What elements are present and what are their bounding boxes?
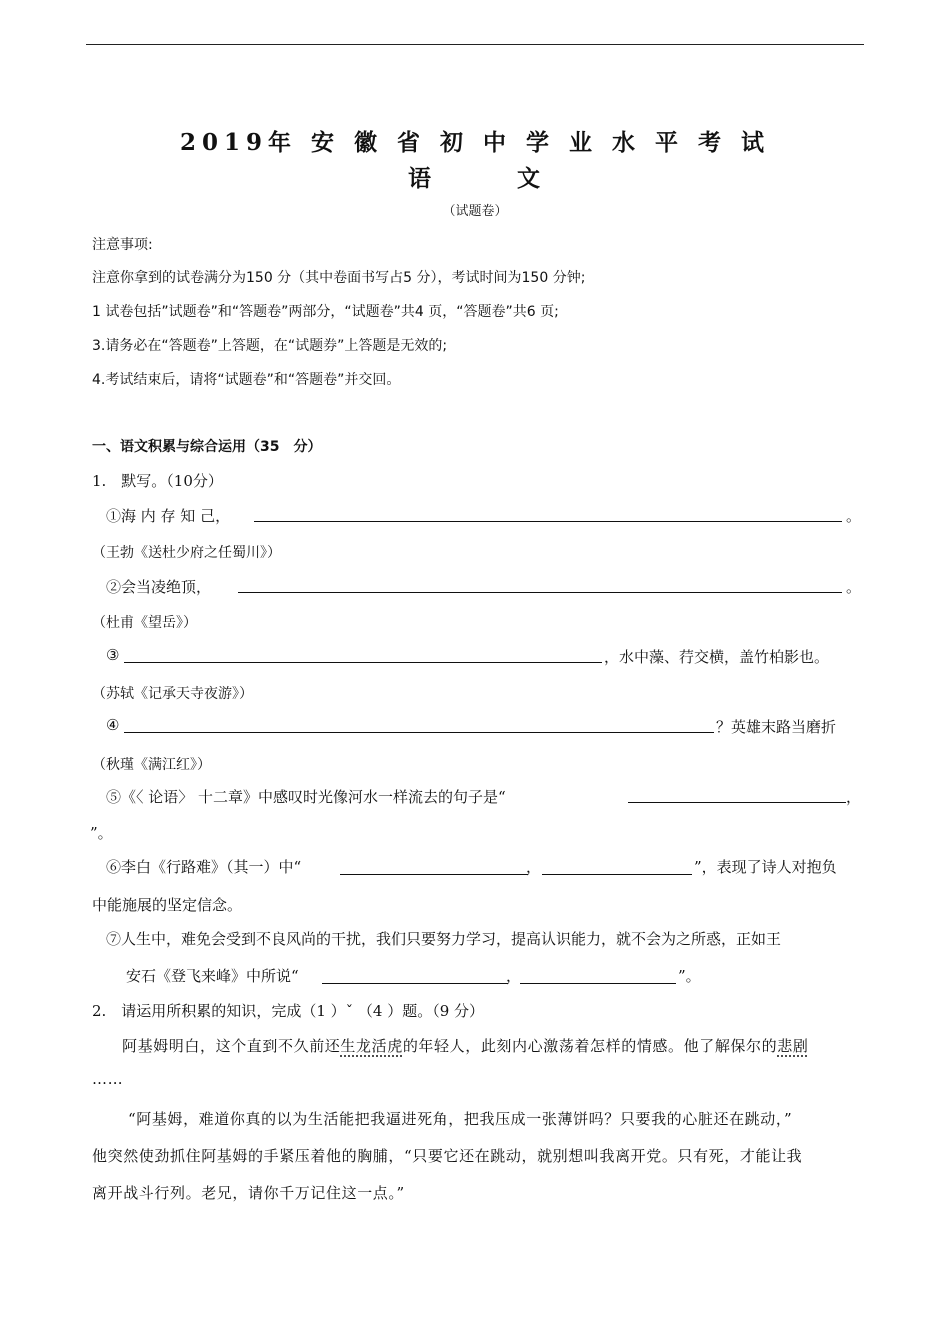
note-item: 注意你拿到的试卷满分为150 分（其中卷面书写占5 分），考试时间为150 分钟; [92, 270, 586, 286]
q1-item6-mid: ， [526, 858, 542, 876]
answer-blank[interactable] [340, 874, 528, 875]
paper-type: （试题卷） [442, 204, 508, 219]
q1-item6-suffix: ”，表现了诗人对抱负 [694, 858, 837, 876]
note-item: 3.请务必在“答题卷”上答题，在“试题券”上答题是无效的; [92, 338, 448, 354]
q1-item7-mid: ， [506, 967, 522, 985]
q1-item6-line2: 中能施展的坚定信念。 [92, 896, 243, 914]
q1-item5-end: ”。 [90, 824, 113, 842]
answer-blank[interactable] [520, 983, 676, 984]
q1-item7-line1: ⑦人生中，难免会受到不良风尚的干扰，我们只要努力学习，提高认识能力，就不会为之所惑，正如王 [106, 930, 782, 948]
passage-ellipsis: …… [92, 1070, 124, 1088]
q1-item5-prefix: ⑤《〈 论语〉 十二章》中感叹时光像河水一样流去的句子是“ [106, 788, 506, 806]
answer-blank[interactable] [628, 802, 846, 803]
q1-item1-source: （王勃《送杜少府之任蜀川》） [92, 545, 281, 561]
passage-dotted-phrase: 悲剧 [777, 1037, 809, 1055]
passage-paragraph-1 [122, 1035, 808, 1056]
q1-item7-prefix: 安石《登飞来峰》中所说“ [126, 967, 299, 985]
exam-subject [0, 160, 950, 193]
header-rule [86, 44, 864, 45]
answer-blank[interactable] [124, 662, 602, 663]
answer-blank[interactable] [124, 732, 714, 733]
q1-item2-prefix: ②会当凌绝顶， [106, 578, 212, 596]
section-heading: 一、语文积累与综合运用（35 分） [92, 439, 322, 455]
passage-dotted-phrase: 生龙活虎 [340, 1037, 403, 1055]
subject-left: 语 [408, 165, 433, 192]
passage-text: 的年轻人，此刻内心激荡着怎样的情感。他了解保尔的 [402, 1037, 778, 1055]
answer-blank[interactable] [238, 592, 842, 593]
answer-blank[interactable] [542, 874, 692, 875]
q1-item3-suffix: ，水中藻、荇交横，盖竹柏影也。 [604, 648, 830, 666]
q1-item4-prefix: ④ [106, 716, 120, 734]
note-item: 4.考试结束后，请将“试题卷”和“答题卷”并交回。 [92, 372, 401, 388]
q1-item4-suffix: ？英雄末路当磨折 [716, 718, 837, 736]
q1-item4-source: （秋瑾《满江红》） [92, 757, 211, 773]
subject-right: 文 [517, 165, 542, 192]
q1-item1-prefix: ①海 内 存 知 己， [106, 507, 231, 525]
passage-paragraph-2-line: “阿基姆，难道你真的以为生活能把我逼进死角，把我压成一张薄饼吗？只要我的心脏还在跳动，” [128, 1110, 793, 1128]
q1-item2-suffix: 。 [846, 578, 862, 596]
answer-blank[interactable] [254, 521, 842, 522]
exam-title: 2019年 安 徽 省 初 中 学 业 水 平 考 试 [179, 129, 771, 156]
q1-item5-comma: ， [846, 788, 862, 806]
note-item: 1 试卷包括”试题卷”和“答题卷”两部分，“试题卷”共4 页，“答题卷”共6 页; [92, 304, 559, 320]
q1-item3-source: （苏轼《记承天寺夜游》） [92, 686, 253, 702]
q1-item1-suffix: 。 [846, 507, 862, 525]
q1-item7-suffix: ”。 [678, 967, 701, 985]
question-2-label: 2. 请运用所积累的知识，完成（1 ）ˇ （4 ）题。（9 分） [92, 1002, 485, 1020]
passage-text: 阿基姆明白，这个直到不久前还 [122, 1037, 341, 1055]
passage-paragraph-2-line: 离开战斗行列。老兄，请你千万记住这一点。” [92, 1184, 405, 1202]
q1-item2-source: （杜甫《望岳》） [92, 615, 197, 631]
notes-heading: 注意事项: [92, 237, 153, 253]
q1-item6-prefix: ⑥李白《行路难》（其一）中“ [106, 858, 302, 876]
question-1-label: 1. 默写。（10分） [92, 472, 223, 490]
answer-blank[interactable] [322, 983, 508, 984]
q1-item3-prefix: ③ [106, 646, 120, 664]
passage-paragraph-2-line: 他突然使劲抓住阿基姆的手紧压着他的胸脯，“只要它还在跳动，就别想叫我离开党。只有死，才能让我 [92, 1147, 803, 1165]
